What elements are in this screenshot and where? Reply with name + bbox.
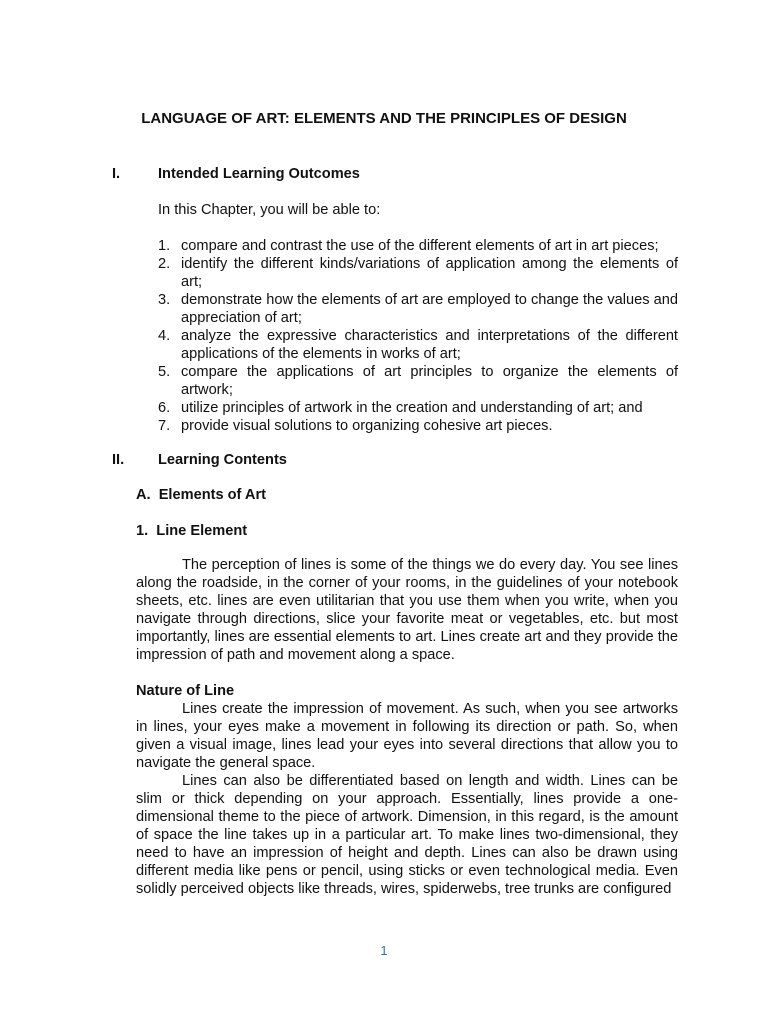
nature-paragraph-1: Lines create the impression of movement. As such, when you see artworks in lines, your eyes make a movement in following its direction or path. So, when given a visual image, lines lead your eyes into several directions that allow you to navigate the general space. <box>136 701 678 771</box>
section-2-number: II. <box>112 452 125 468</box>
subsection-line-element: 1. Line Element <box>136 523 248 539</box>
list-item: 7. provide visual solutions to organizing cohesive art pieces. <box>158 418 553 434</box>
nature-paragraph-2: Lines can also be differentiated based on length and width. Lines can be slim or thick depending on your approach. Essentially, lines provide a one-dimensional theme to the piece of artwork. Dimension, in this regard, is the amount of space the line takes up in a particular art. To make lines two-dimensional, they need to have an impression of height and depth. Lines can also be drawn using different media like pens or pencil, using sticks or even technological media. Even solidly perceived objects like threads, wires, spiderwebs, tree trunks are configured <box>136 773 678 897</box>
section-2-title: Learning Contents <box>158 452 287 468</box>
section-1-title: Intended Learning Outcomes <box>158 166 360 182</box>
list-item: 5. compare the applications of art principles to organize the elements of artwork; <box>158 364 678 398</box>
line-element-paragraph: The perception of lines is some of the things we do every day. You see lines along the roadside, in the corner of your rooms, in the guidelines of your notebook sheets, etc. lines are even utilitarian that you use them when you write, when you navigate through directions, slice your favorite meat or vegetables, etc. but most importantly, lines are essential elements to art. Lines create art and they provide the impression of path and movement along a space. <box>136 557 678 663</box>
section-1-number: I. <box>112 166 121 182</box>
nature-of-line-heading: Nature of Line <box>136 683 235 699</box>
outcomes-intro: In this Chapter, you will be able to: <box>158 202 381 218</box>
subsection-elements-of-art: A. Elements of Art <box>136 487 267 503</box>
document-title: LANGUAGE OF ART: ELEMENTS AND THE PRINCIPLES OF DESIGN <box>141 110 627 127</box>
list-item: 2. identify the different kinds/variations of application among the elements of art; <box>158 256 678 290</box>
list-item: 4. analyze the expressive characteristics and interpretations of the different applications of the elements in works of art; <box>158 328 678 362</box>
list-item: 6. utilize principles of artwork in the creation and understanding of art; and <box>158 400 643 416</box>
page-number: 1 <box>380 943 388 958</box>
list-item: 3. demonstrate how the elements of art are employed to change the values and appreciation of art; <box>158 292 678 326</box>
nature-of-line-body <box>136 700 678 898</box>
learning-outcomes-list <box>158 237 678 435</box>
list-item: 1. compare and contrast the use of the different elements of art in art pieces; <box>158 238 659 254</box>
